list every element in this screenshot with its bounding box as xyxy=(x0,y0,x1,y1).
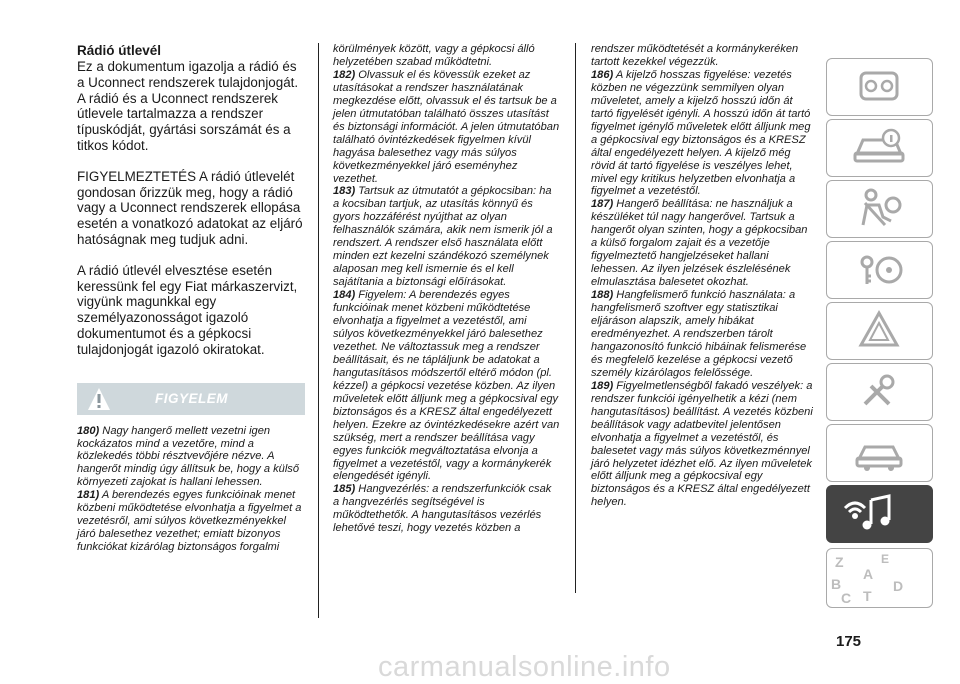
tab-dashboard[interactable] xyxy=(826,58,933,116)
warning-continuation: körülmények között, vagy a gépkocsi álló helyzetében szabad működtetni. xyxy=(333,43,535,68)
car-service-icon xyxy=(827,425,931,480)
warning-header xyxy=(77,383,305,415)
index-letter: T xyxy=(863,588,872,604)
multimedia-icon xyxy=(827,486,931,541)
section-title: Rádió útlevél xyxy=(77,43,162,58)
index-letter: D xyxy=(893,578,904,594)
column-1 xyxy=(77,43,305,554)
index-letter: A xyxy=(863,566,874,582)
alphabet-index-icon xyxy=(827,549,931,606)
tab-technical-data[interactable] xyxy=(826,424,933,482)
tab-maintenance[interactable] xyxy=(826,363,933,421)
warning-triangle-icon xyxy=(827,303,931,358)
warning-title: FIGYELEM xyxy=(155,390,229,406)
column-2 xyxy=(333,43,560,535)
watermark: carmanualsonline.info xyxy=(378,651,671,683)
warning-continuation: rendszer működtetését a kormánykeréken tartott kezekkel végezzük. xyxy=(591,43,799,68)
key-steering-icon xyxy=(827,242,931,297)
paragraph-1: Ez a dokumentum igazolja a rádió és a Uconnect rendszerek tulajdonjogát. A rádió és a Uconnect rendszerek útlevele tartalmazza a rendszer típuskódját, gyártási sorszámát és a titkos kódot. xyxy=(77,59,299,153)
warning-item-187: 187) Hangerő beállítása: ne használjuk a készüléket túl nagy hangerővel. Tartsuk a hangerőt olyan szinten, hogy a gépkocsiban a külső forgalom zajait és a vezetője figyelmeztető hangjelzéseket hallani lehessen. Az ilyen jelzések észlelésének elmulasztása balesetet okozhat. xyxy=(591,198,808,289)
warning-item-186: 186) A kijelző hosszas figyelése: vezetés közben ne végezzünk semmilyen olyan műveletet, amely a kijelző hosszú időn át tartó figyelését igényli. A hosszú időn át tartó figyelmet igénylő műveletek előtt álljunk meg a gépkocsival egy biztonságos és a KRESZ által engedélyezett helyen. A kijelző még rövid át tartó figyelése is veszélyes lehet, mivel egy kritikus helyzetben elvonhatja a figyelmet a vezetéstől. xyxy=(591,68,811,198)
seatbelt-airbag-icon xyxy=(827,181,931,236)
warning-item-184: 184) Figyelem: A berendezés egyes funkcióinak menet közbeni működtetése elvonhatja a figyelmet a vezetéstől, ami súlyos következményekkel járó balesethez vezethet. Ne változtassuk meg a rendszer beállításait, és ne tápláljunk be adatokat a hangutasításos módszertől eltérő módon (pl. kézzel) a gépkocsi vezetése közben. Az ilyen műveletek előtt álljunk meg a gépkocsival egy biztonságos és a KRESZ által engedélyezett helyen. Ezekre az óvintézkedésekre azért van szükség, mert a rendszer beállítása vagy egyes funkciók megváltoztatása elvonja a figyelmet a vezetéstől, vagy a kormánykerék elengedését igényli. xyxy=(333,289,560,483)
tab-car-info[interactable] xyxy=(826,119,933,177)
warning-item-188: 188) Hangfelismerő funkció használata: a hangfelismerő szoftver egy statisztikai eljáráson alapszik, amely hibákat eredményezhet. A rendszerben tárolt hangazonosító funkció hibáinak felismerése és megfelelő kezelése a gépkocsi vezető személy kizárólagos felelőssége. xyxy=(591,289,807,379)
index-letter: B xyxy=(831,576,842,592)
warning-item-180: 180) Nagy hangerő mellett vezetni igen kockázatos mind a vezetőre, mind a közlekedés többi résztvevőjére nézve. A hangerőt mindig úgy állítsuk be, hogy a külső környezeti zajokat is hallani lehessen. xyxy=(77,424,300,489)
warning-item-183: 183) Tartsuk az útmutatót a gépkocsiban: ha a kocsiban tartjuk, az utasítás könnyű és gyors hozzáférést nyújthat az olyan felhasználók számára, akik nem ismerik jól a rendszert. A rendszer első használata előtt minden ezt kezelni szándékozó személynek alaposan meg kell ismernie és el kell sajátítania a biztonsági előírásokat. xyxy=(333,185,553,289)
paragraph-3: A rádió útlevél elvesztése esetén keressünk fel egy Fiat márkaszervizt, vigyünk magunkkal egy személyazonosságot igazoló dokumentumot és a gépkocsi tulajdonjogát igazoló okiratokat. xyxy=(77,262,298,357)
intro-text xyxy=(77,59,305,358)
tab-index[interactable] xyxy=(826,548,933,608)
warning-item-189: 189) Figyelmetlenségből fakadó veszélyek: a rendszer funkciói igényelhetik a kézi (nem hangutasításos) beállítást. A vezetés közbeni beállítások vagy adatbevitel jelentősen elvonhatja a figyelmet a vezetéstől, és balesetet vagy más súlyos következménnyel járó helyzetet idézhet elő. Az ilyen műveletek előtt álljunk meg a gépkocsival egy biztonságos és a KRESZ által engedélyezett helyen. xyxy=(591,379,813,509)
page-number: 175 xyxy=(836,633,862,650)
paragraph-2: FIGYELMEZTETÉS A rádió útlevelét gondosan őrizzük meg, hogy a rádió vagy a Uconnect rendszerek ellopása esetén a vonatkozó adatokat az eljáró hatóságnak meg tudjuk adni. xyxy=(77,168,303,247)
column-divider xyxy=(575,43,576,593)
tools-icon xyxy=(827,364,931,419)
car-dashboard-icon xyxy=(827,59,931,114)
warning-triangle-icon xyxy=(87,386,111,412)
index-letter: C xyxy=(841,590,852,606)
column-divider xyxy=(318,43,319,618)
tab-emergency[interactable] xyxy=(826,302,933,360)
car-info-icon xyxy=(827,120,931,175)
tab-starting-driving[interactable] xyxy=(826,241,933,299)
tab-safety[interactable] xyxy=(826,180,933,238)
warning-item-185: 185) Hangvezérlés: a rendszerfunkciók csak a hangvezérlés segítségével is működtethetők. A hangutasításos vezérlés lehetővé teszi, hogy vezetés közben a xyxy=(333,483,552,535)
index-letter: E xyxy=(881,552,890,566)
warning-list xyxy=(77,425,305,555)
tab-multimedia[interactable] xyxy=(826,485,933,543)
warning-item-181: 181) A berendezés egyes funkcióinak menet közbeni működtetése elvonhatja a figyelmet a vezetésről, ami súlyos következményekkel járó balesethez vezethet; emiatt bizonyos funkciókat kizárólag biztonságos forgalmi xyxy=(77,489,302,554)
warning-item-182: 182) Olvassuk el és kövessük ezeket az utasításokat a rendszer használatának megkezdése előtt, olvassuk el és tartsuk be a jelen útmutatóban található összes utasítást és biztonsági információt. A jelen útmutatóban található óvintézkedések figyelmen kívül hagyása balesethez vagy más súlyos következményekkel járó eseményhez vezethet. xyxy=(333,68,560,185)
index-letter: Z xyxy=(835,554,844,570)
column-3 xyxy=(591,43,816,509)
